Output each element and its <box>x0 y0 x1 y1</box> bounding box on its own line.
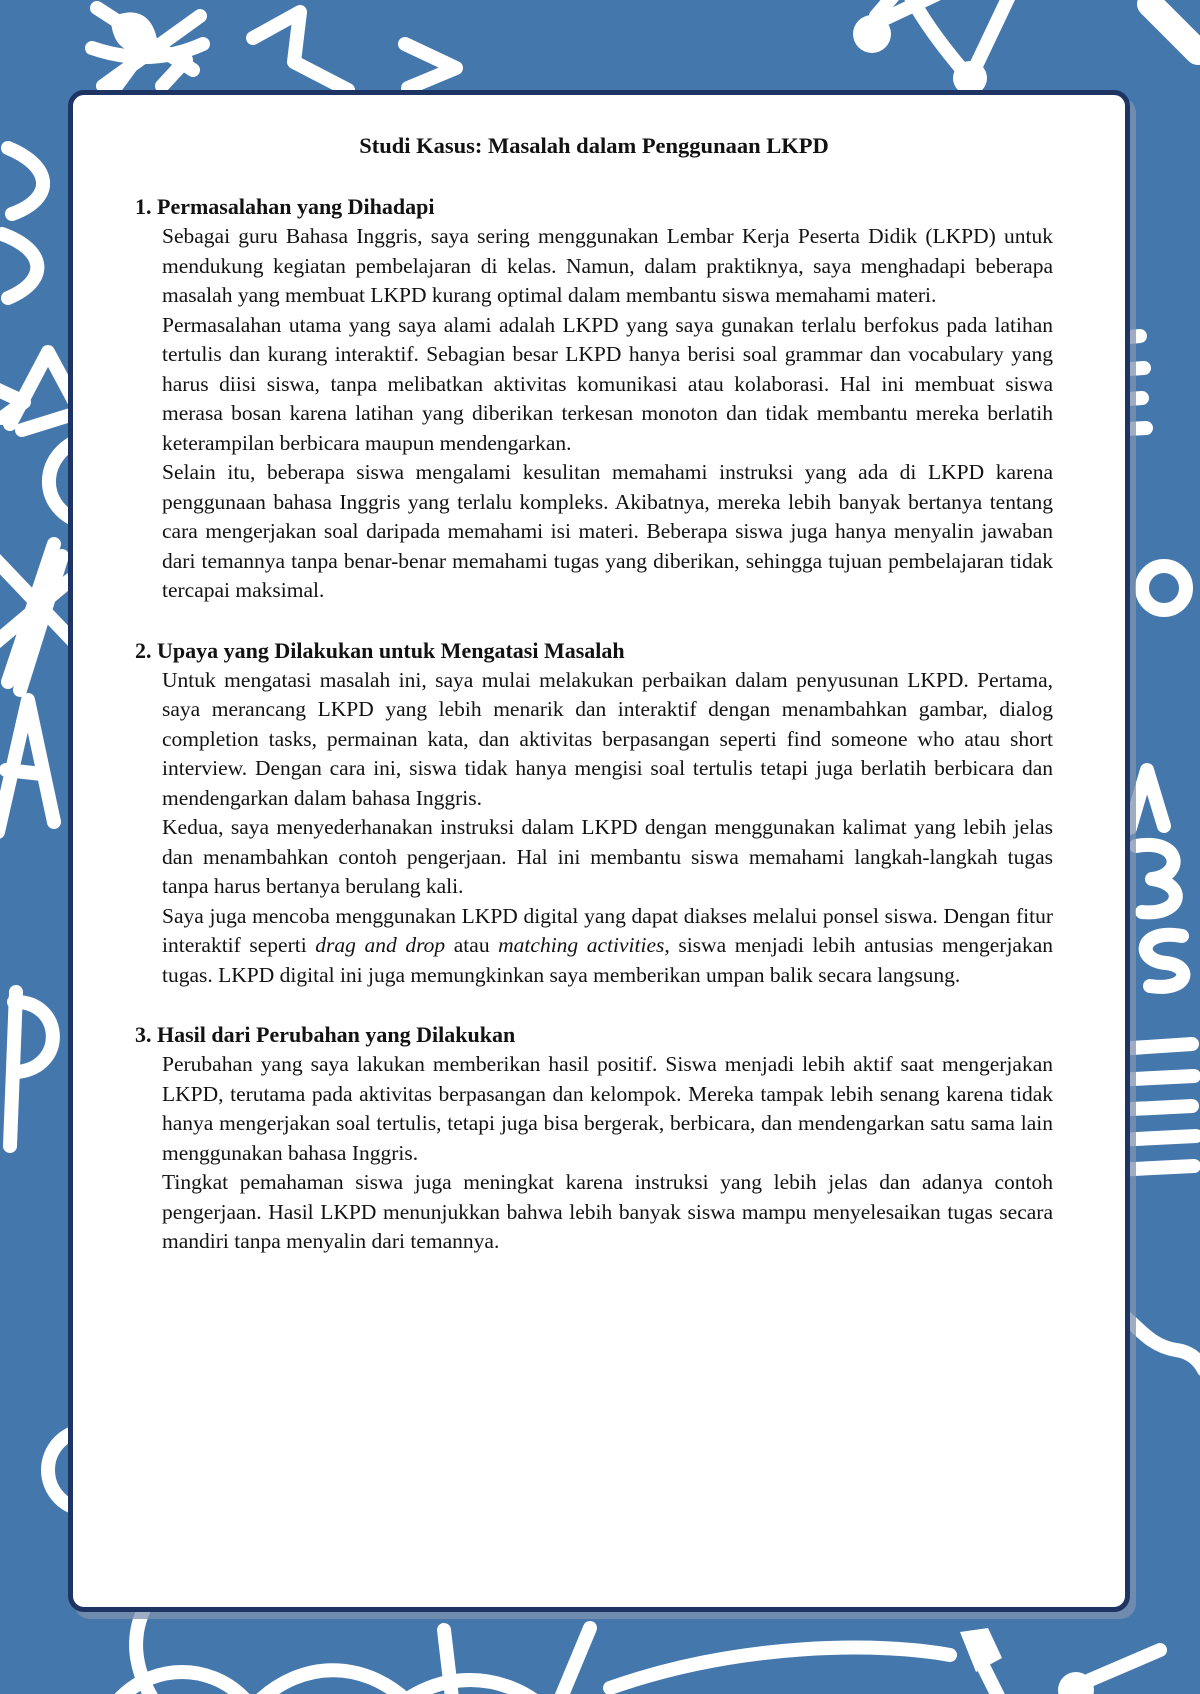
paragraph: Sebagai guru Bahasa Inggris, saya sering menggunakan Lembar Kerja Peserta Didik (LKPD) untuk mendukung kegiatan pembelajaran di kelas. Namun, dalam praktiknya, saya menghadapi beberapa masalah yang membuat LKPD kurang optimal dalam membantu siswa memahami materi. <box>162 224 1053 307</box>
section-efforts <box>135 636 1053 991</box>
paragraph-with-italics <box>162 902 1053 991</box>
doodle-glasses-bottom <box>96 1628 590 1694</box>
paragraph: Permasalahan utama yang saya alami adalah LKPD yang saya gunakan terlalu berfokus pada latihan tertulis dan kurang interaktif. Sebagian besar LKPD hanya berisi soal grammar dan vocabulary yang harus diisi siswa, tanpa melibatkan aktivitas komunikasi atau kolaborasi. Hal ini membuat siswa merasa bosan karena latihan yang diberikan terkesan monoton dan tidak membantu mereka berlatih keterampilan berbicara maupun mendengarkan. <box>162 312 1053 455</box>
doodle-balloon-left <box>10 992 53 1146</box>
doodle-scribble-star-top-left <box>92 8 203 92</box>
doodle-peak-glyph-right <box>1130 770 1164 828</box>
document-title: Studi Kasus: Masalah dalam Penggunaan LKPD <box>359 133 829 158</box>
doodle-tick-bottom-center <box>444 1630 452 1694</box>
paragraph-segment: , siswa menjadi lebih antusias mengerjakan tugas. LKPD digital ini juga memungkinkan saya memberikan umpan balik secara langsung. <box>162 933 1054 987</box>
doodle-three-glyph-right <box>1136 845 1176 912</box>
paragraph-segment: Saya juga mencoba menggunakan LKPD digital yang dapat diakses melalui ponsel siswa. Dengan fitur interaktif seperti <box>162 903 1053 957</box>
italic-term: drag and drop <box>315 933 446 957</box>
document-card <box>68 90 1130 1612</box>
paragraph: Kedua, saya menyederhanakan instruksi dalam LKPD dengan menggunakan kalimat yang lebih jelas dan menambahkan contoh pengerjaan. Hal ini membantu siswa memahami langkah-langkah tugas tanpa harus bertanya berulang kali. <box>162 815 1053 898</box>
paragraph: Perubahan yang saya lakukan memberikan hasil positif. Siswa menjadi lebih aktif saat mengerjakan LKPD, terutama pada aktivitas berpasangan dan kelompok. Mereka tampak lebih senang karena tidak hanya mengerjakan soal tertulis, tetapi juga bisa bergerak, berbicara, dan mendengarkan satu sama lain menggunakan bahasa Inggris. <box>162 1052 1053 1165</box>
section-efforts-heading: 2. Upaya yang Dilakukan untuk Mengatasi Masalah <box>135 637 625 663</box>
section-results-heading: 3. Hasil dari Perubahan yang Dilakukan <box>135 1022 516 1047</box>
paragraph: Untuk mengatasi masalah ini, saya mulai melakukan perbaikan dalam penyusunan LKPD. Pertama, saya merancang LKPD yang lebih menarik dan interaktif dengan menambahkan gambar, dialog completion tasks, permainan kata, dan aktivitas berpasangan seperti find someone who atau short interview. Dengan cara ini, siswa tidak hanya mengisi soal tertulis tetapi juga berlatih berbicara dan mendengarkan dalam bahasa Inggris. <box>162 667 1053 810</box>
doodle-circle-right <box>1142 566 1186 610</box>
italic-term: matching activities <box>498 933 665 957</box>
doodle-star-arm-top-right <box>1150 4 1198 52</box>
paragraph: Tingkat pemahaman siswa juga meningkat karena instruksi yang lebih jelas dan adanya contoh pengerjaan. Hasil LKPD menunjukkan bahwa lebih banyak siswa mampu menyelesaikan tugas secara mandiri tanpa menyalin dari temannya. <box>162 1170 1053 1253</box>
section-results <box>135 1020 1053 1257</box>
doodle-s-glyph-right <box>1146 935 1184 987</box>
paragraph: Selain itu, beberapa siswa mengalami kesulitan memahami instruksi yang ada di LKPD karena penggunaan bahasa Inggris yang terlalu kompleks. Akibatnya, mereka lebih banyak bertanya tentang cara mengerjakan soal daripada memahami isi materi. Beberapa siswa juga hanya menyalin jawaban dari temannya tanpa benar-benar memahami tugas yang diberikan, sehingga tujuan pembelajaran tidak tercapai maksimal. <box>162 460 1053 602</box>
section-problems-heading: 1. Permasalahan yang Dihadapi <box>135 194 435 219</box>
section-problems <box>135 192 1053 606</box>
doodle-pin-top-right <box>908 0 1012 95</box>
doodle-bent-stroke-top <box>253 12 348 90</box>
doodle-scribble-star-left <box>0 544 74 690</box>
doodle-pin-bottom-right <box>610 1628 1160 1694</box>
paragraph-segment: atau <box>445 933 499 957</box>
doodle-s-curves-left <box>2 148 43 298</box>
doodle-chevron-top <box>405 44 456 88</box>
doodle-peaks-left <box>0 700 54 832</box>
